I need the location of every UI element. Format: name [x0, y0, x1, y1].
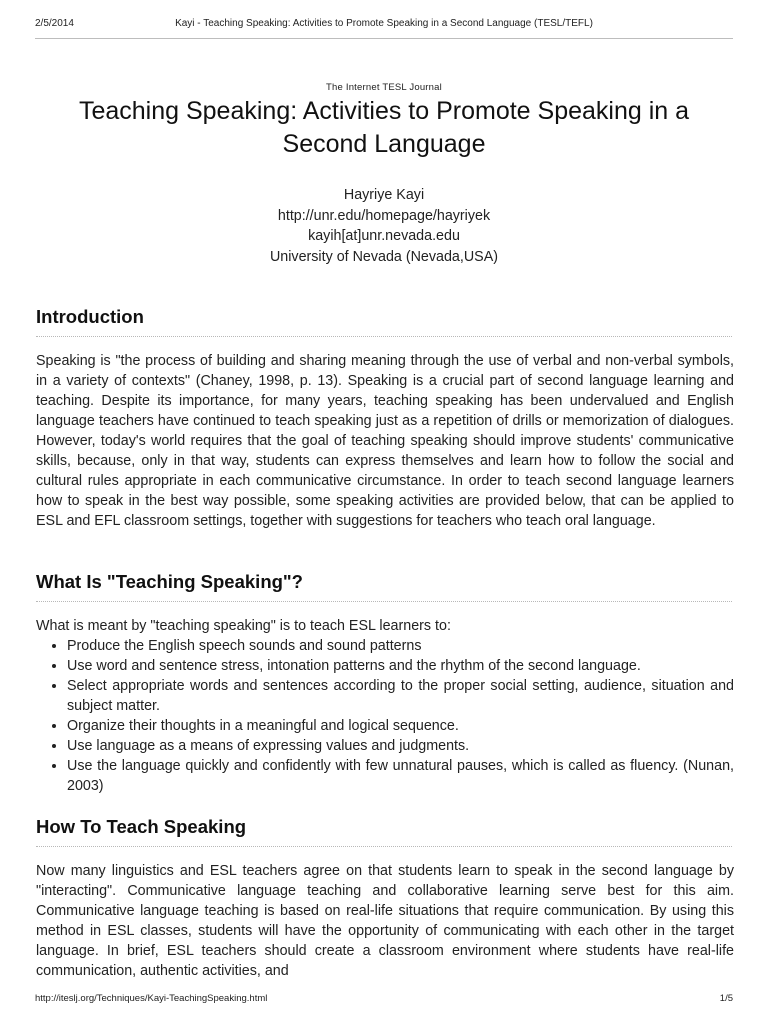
header-divider: [35, 38, 733, 39]
section-heading-what-is: What Is "Teaching Speaking"?: [36, 571, 732, 602]
speaking-goals-list: [36, 636, 734, 796]
section-heading-how-to: How To Teach Speaking: [36, 816, 732, 847]
print-footer: [35, 993, 733, 1007]
list-item: • Produce the English speech sounds and sound patterns: [67, 636, 734, 656]
list-item: • Organize their thoughts in a meaningful and logical sequence.: [67, 716, 734, 736]
print-header: [35, 18, 733, 32]
list-item: • Use language as a means of expressing values and judgments.: [67, 736, 734, 756]
author-homepage-link[interactable]: http://unr.edu/homepage/hayriyek: [277, 207, 491, 224]
author-affiliation: University of Nevada (Nevada,USA): [269, 248, 499, 265]
list-item: • Use word and sentence stress, intonation patterns and the rhythm of the second language.: [67, 656, 734, 676]
article-title-line1: Teaching Speaking: Activities to Promote Speaking in a: [78, 97, 690, 125]
list-item: • Use the language quickly and confidently with few unnatural pauses, which is called as fluency. (Nunan, 2003): [67, 756, 734, 796]
page-number: 1/5: [719, 993, 733, 1004]
author-email: kayih[at]unr.nevada.edu: [308, 228, 460, 244]
introduction-paragraph: Speaking is "the process of building and sharing meaning through the use of verbal and non-verbal symbols, in a variety of contexts" (Chaney, 1998, p. 13). Speaking is a crucial part of second language learning and teaching. Despite its importance, for many years, teaching speaking has been undervalued and English language teachers have continued to teach speaking just as a repetition of drills or memorization of dialogues. However, today's world requires that the goal of teaching speaking should improve students' communicative skills, because, only in that way, students can express themselves and learn how to follow the social and cultural rules appropriate in each communicative circumstance. In order to teach second language learners how to speak in the best way possible, some speaking activities are provided below, that can be applied to ESL and EFL classroom settings, together with suggestions for teachers who teach oral language.: [36, 353, 734, 529]
how-to-paragraph: Now many linguistics and ESL teachers agree on that students learn to speak in the second language by "interacting". Communicative language teaching and collaborative learning serve best for this aim. Communicative language teaching is based on real-life situations that require communication. By using this method in ESL classes, students will have the opportunity of communicating with each other in the target language. In brief, ESL teachers should create a classroom environment where students have real-life communication, authentic activities, and: [36, 863, 734, 979]
list-item: • Select appropriate words and sentences according to the proper social setting, audience, situation and subject matter.: [67, 676, 734, 716]
section-heading-introduction: Introduction: [36, 306, 732, 337]
article-title: [40, 95, 728, 161]
author-block: [0, 185, 768, 267]
journal-name: The Internet TESL Journal: [326, 82, 442, 93]
print-footer-url[interactable]: http://iteslj.org/Techniques/Kayi-TeachingSpeaking.html: [35, 993, 268, 1004]
author-name: Hayriye Kayi: [343, 187, 425, 203]
print-page-title: Kayi - Teaching Speaking: Activities to Promote Speaking in a Second Language (TESL/TEFL): [175, 18, 593, 29]
what-is-intro: What is meant by "teaching speaking" is to teach ESL learners to:: [36, 618, 451, 634]
print-date: 2/5/2014: [35, 18, 74, 29]
article-title-line2: Second Language: [282, 130, 486, 158]
